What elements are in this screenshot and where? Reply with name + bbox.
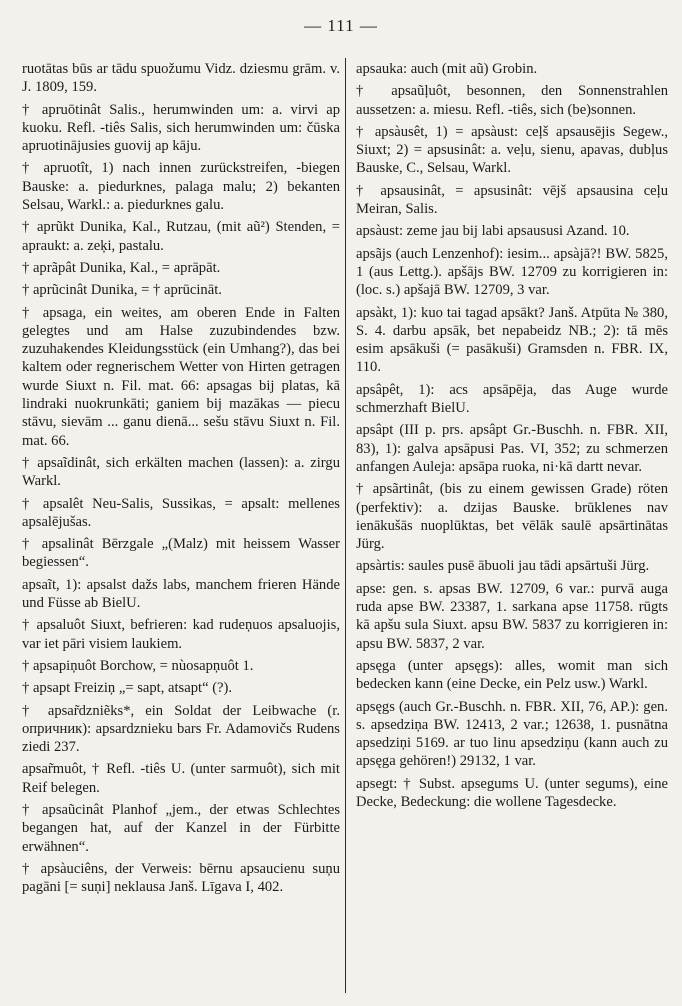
dictionary-entry: apsàust: zeme jau bij labi apsaususi Azand. 10. <box>356 223 630 240</box>
dictionary-entry: † aprũkt Dunika, Kal., Rutzau, (mit aũ²) Stenden, = apraukt: a. zeķi, pastalu. <box>22 219 340 254</box>
column-divider <box>345 58 346 993</box>
dictionary-entry: apsâpt (III p. prs. apsâpt Gr.-Buschh. n. FBR. XII, 83), 1): galva apsāpusi Pas. VI, 352; zu schmerzen anfangen Auleja: apsāpa ruoka, ni·kā dartt nevar. <box>356 422 668 475</box>
dictionary-entry: apsàrtis: saules pusē ābuoli jau tādi apsārtuši Jürg. <box>356 558 650 575</box>
right-column <box>356 60 668 815</box>
dictionary-entry: † apsãrtinât, (bis zu einem gewissen Grade) röten (perfektiv): a. dzijas Bauske. brūklenes nav ienākušās nuoplūktas, bet vēlāk saulē apsārtinātas Jürg. <box>356 481 668 553</box>
dictionary-entry: apse: gen. s. apsas BW. 12709, 6 var.: purvā auga ruda apse BW. 23387, 1. sarkana apse 11758. rūgts kā apšu sula Siuxt. apsu BW. 5837 zu korrigieren in: apsu BW. 5837, 2 var. <box>356 580 668 652</box>
dictionary-entry: apsęga (unter apsęgs): alles, womit man sich bedecken kann (eine Decke, ein Pelz usw.) Warkl. <box>356 657 668 693</box>
dictionary-entry: † apruōtinât Salis., herumwinden um: a. virvi ap kuoku. Refl. -tiês Salis, sich herumwinden um: čūska apruotinājusies guovij ap kāju. <box>22 101 340 155</box>
dictionary-entry: † apsalinât Bērzgale „(Malz) mit heissem Wasser begiessen“. <box>22 536 340 571</box>
dictionary-entry: apsãjs (auch Lenzenhof): iesim... apsàjā?! BW. 5825, 1 (aus Lettg.). apšājs BW. 12709 zu korrigieren in: (loc. s.) apšajā BW. 12709, 3 var. <box>356 245 668 299</box>
dictionary-entry: † apsaĩdinât, sich erkälten machen (lassen): a. zirgu Warkl. <box>22 454 340 490</box>
dictionary-entry: apsegt: † Subst. apsegums U. (unter segums), eine Decke, Bedeckung: die wollene Tagesdecke. <box>356 775 668 810</box>
dictionary-entry: † apsaũcinât Planhof „jem., der etwas Schlechtes begangen hat, auf der Kanzel in der Fürbitte erwähnen“. <box>22 801 340 855</box>
page-number: — 111 — <box>304 16 378 35</box>
dictionary-entry: † aprũcinât Dunika, = † aprūcināt. <box>22 282 222 299</box>
dictionary-entry: † aprãpât Dunika, Kal., = aprāpāt. <box>22 259 221 276</box>
dictionary-entry: apsàkt, 1): kuo tai tagad apsākt? Janš. Atpūta № 380, S. 4. darbu apsāk, bet nepabeidz NB.; 2): tā mēs esim apsākuši (= pasākuši) Gramsden n. FBR. IX, 110. <box>356 304 668 376</box>
dictionary-entry: ruotātas būs ar tādu spuožumu Vidz. dziesmu grām. v. J. 1809, 159. <box>22 61 340 96</box>
left-column <box>22 60 340 900</box>
dictionary-entry: apsar̃muôt, † Refl. -tiês U. (unter sarmuôt), sich mit Reif belegen. <box>22 761 340 796</box>
dictionary-entry: † apsapt Freiziņ „= sapt, atsapt“ (?). <box>22 680 233 697</box>
dictionary-entry: apsâpêt, 1): acs apsāpēja, das Auge wurde schmerzhaft BielU. <box>356 381 668 417</box>
dictionary-entry: apsaĩt, 1): apsalst dažs labs, manchem frieren Hände und Füsse ab BielU. <box>22 576 340 612</box>
dictionary-entry: † apsaga, ein weites, am oberen Ende in Falten gelegtes und am Halse zuzubindendes bzw. zuzuhakendes Kleidungsstück (ein Umhang?), das bei kaltem oder regnerischem Wetter von Hirten getragen wurde Siuxt n. Fil. mat. 66: apsagas bij platas, kā lindraki nuokrunkāti; ganiem bij mazākas — piecu stāvu, sievām ... ganu dienā... sešu stāvu Siuxt n. Fil. mat. 66. <box>22 304 340 449</box>
dictionary-entry: † apsàuciêns, der Verweis: bērnu apsaucienu suņu pagāni [= suņi] neklausa Janš. Līgava I, 402. <box>22 860 340 896</box>
dictionary-entry: † apsàusêt, 1) = apsàust: ceļš apsausējis Segew., Siuxt; 2) = apsusinât: a. veļu, sienu, apavas, dubļus Bauske, C., Selsau, Warkl. <box>356 123 668 177</box>
dictionary-entry: apsauka: auch (mit aũ) Grobin. <box>356 61 538 77</box>
dictionary-entry: apsęgs (auch Gr.-Buschh. n. FBR. XII, 76, AP.): gen. s. apsedziņa BW. 12413, 2 var.; 12638, 1. pusnātna apsedziņi 5169. ar tuo linu apsedziņu (kann auch zu apsęga gehören!) 29132, 1 var. <box>356 698 668 770</box>
dictionary-entry: † apruotît, 1) nach innen zurückstreifen, -biegen Bauske: a. piedurknes, palaga malu; 2) bekanten Selsau, Warkl.: a. piedurknes galu. <box>22 160 340 214</box>
dictionary-entry: † apsapiņuôt Borchow, = nùosapņuôt 1. <box>22 657 254 674</box>
dictionary-entry: † apsaũļuôt, besonnen, den Sonnenstrahlen aussetzen: a. miesu. Refl. -tiês, sich (be)sonnen. <box>356 83 668 118</box>
dictionary-entry: † apsar̃dzniẽks*, ein Soldat der Leibwache (r. опричник): apsardznieku bars Fr. Adamovičs Rudens ziedi 237. <box>22 702 340 756</box>
dictionary-entry: † apsaluôt Siuxt, befrieren: kad rudeņuos apsaluojis, var iet pāri visiem laukiem. <box>22 617 340 652</box>
dictionary-entry: † apsalêt Neu-Salis, Sussikas, = apsalt: mellenes apsalējušas. <box>22 495 340 530</box>
dictionary-entry: † apsausinât, = apsusinât: vējš apsausina ceļu Meiran, Salis. <box>356 182 668 218</box>
